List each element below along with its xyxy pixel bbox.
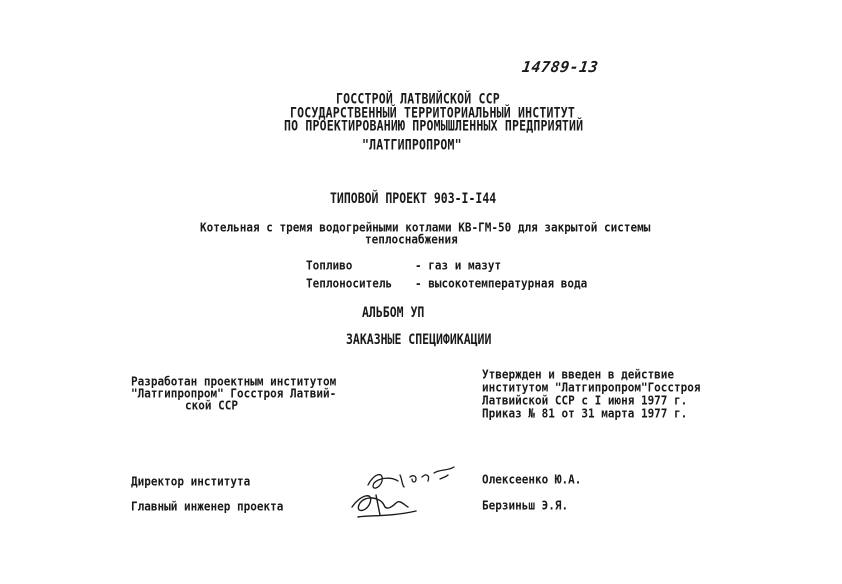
handwritten-signatures xyxy=(340,455,480,525)
approved-line1: Утвержден и введен в действие xyxy=(482,366,675,382)
director-name: Олексеенко Ю.А. xyxy=(482,471,582,487)
archive-number: 14789-13 xyxy=(520,58,600,76)
approved-line2: институтом "Латгипропром"Госстроя xyxy=(482,379,701,395)
developed-by-line1: Разработан проектным институтом xyxy=(131,373,337,389)
header-ministry: ГОССТРОЙ ЛАТВИЙСКОЙ ССР xyxy=(336,89,500,107)
developed-by-line3: ской ССР xyxy=(185,397,238,413)
project-description-line1: Котельная с тремя водогрейными котлами КВ-ГМ-50 для закрытой системы xyxy=(200,219,651,235)
fuel-label: Топливо xyxy=(306,257,353,273)
director-label: Директор института xyxy=(131,473,251,489)
approved-line4: Приказ № 81 от 31 марта 1977 г. xyxy=(482,405,688,421)
approved-line3: Латвийской ССР с I июня 1977 г. xyxy=(482,392,688,408)
header-specialization: ПО ПРОЕКТИРОВАНИЮ ПРОМЫШЛЕННЫХ ПРЕДПРИЯТИЙ xyxy=(284,116,584,134)
heat-carrier-label: Теплоноситель xyxy=(306,275,393,291)
header-institute: ГОСУДАРСТВЕННЫЙ ТЕРРИТОРИАЛЬНЫЙ ИНСТИТУТ xyxy=(290,103,575,121)
fuel-value: - газ и мазут xyxy=(415,257,502,273)
album-subtitle: ЗАКАЗНЫЕ СПЕЦИФИКАЦИИ xyxy=(346,330,492,348)
project-title: ТИПОВОЙ ПРОЕКТ 903-I-I44 xyxy=(330,189,497,207)
header-institute-name: "ЛАТГИПРОПРОМ" xyxy=(362,135,462,153)
chief-engineer-label: Главный инженер проекта xyxy=(131,498,284,514)
chief-engineer-name: Берзиньш Э.Я. xyxy=(482,497,569,513)
album-number: АЛЬБОМ УП xyxy=(362,303,425,321)
project-description-line2: теплоснабжения xyxy=(365,231,458,247)
developed-by-line2: "Латгипропром" Госстроя Латвий- xyxy=(131,385,337,401)
heat-carrier-value: - высокотемпературная вода xyxy=(415,275,588,291)
